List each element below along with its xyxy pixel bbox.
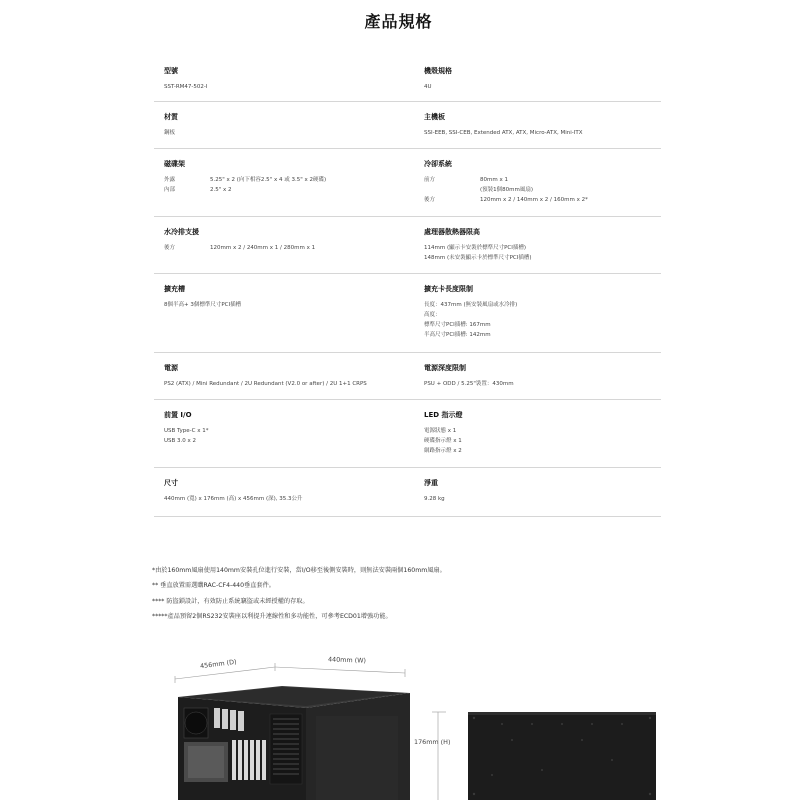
footnote: *由於160mm風扇使用140mm安裝孔位進行安裝，當I/O移至後側安裝時，則無法安裝兩個160mm風扇。 xyxy=(152,567,446,574)
spec-key: 前方 xyxy=(424,177,436,183)
spec-value: 高度： xyxy=(424,312,441,318)
page-title: 產品規格 xyxy=(364,12,433,31)
spec-pair xyxy=(424,195,659,205)
spec-heading: 水冷排支援 xyxy=(164,228,199,236)
spec-heading: 淨重 xyxy=(424,479,438,487)
spec-cell-card-length xyxy=(424,274,659,340)
spec-cell-led xyxy=(424,400,659,456)
spec-key: 後方 xyxy=(164,245,176,251)
spec-key: 內部 xyxy=(164,187,176,193)
spec-cell-case-form xyxy=(424,56,659,92)
spec-heading: 擴充卡長度限制 xyxy=(424,285,473,293)
spec-key: 外露 xyxy=(164,177,176,183)
spec-heading: 尺寸 xyxy=(164,479,178,487)
spec-value: 硬碟指示燈 x 1 xyxy=(424,438,462,444)
spec-table xyxy=(154,56,661,517)
width-dimension-label: 440mm (W) xyxy=(327,655,367,665)
spec-key: 後方 xyxy=(424,197,436,203)
spec-heading: 材質 xyxy=(164,113,178,121)
spec-value: 鋼板 xyxy=(164,130,176,136)
spec-row xyxy=(154,353,661,400)
spec-row xyxy=(154,274,661,353)
spec-value: (預裝1個80mm風扇) xyxy=(480,187,534,193)
spec-value: 8個半高+ 3個標準尺寸PCI插槽 xyxy=(164,302,242,308)
spec-cell-front-io xyxy=(164,400,414,446)
spec-value: 網路指示燈 x 2 xyxy=(424,448,462,454)
spec-heading: 型號 xyxy=(164,67,178,75)
spec-value: 2.5" x 2 xyxy=(210,187,232,193)
spec-value: 120mm x 2 / 240mm x 1 / 280mm x 1 xyxy=(210,245,316,251)
footnote: ** 垂直放置需選購RAC-CF4-440垂直套件。 xyxy=(152,582,275,590)
spec-cell-weight xyxy=(424,468,659,504)
spec-cell-power xyxy=(164,353,414,389)
spec-value: PS2 (ATX) / Mini Redundant / 2U Redundant (V2.0 or after) / 2U 1+1 CRPS xyxy=(164,381,367,387)
spec-value: SSI-EEB, SSI-CEB, Extended ATX, ATX, Micro-ATX, Mini-ITX xyxy=(424,130,583,136)
spec-cell-motherboard xyxy=(424,102,659,138)
spec-row xyxy=(154,400,661,468)
spec-row xyxy=(154,149,661,217)
spec-key xyxy=(424,185,480,195)
spec-heading: 電源深度限制 xyxy=(424,364,466,372)
spec-row xyxy=(154,102,661,149)
spec-cell-dimensions xyxy=(164,468,414,504)
spec-value: SST-RM47-502-I xyxy=(164,84,208,90)
footnotes xyxy=(152,563,652,624)
spec-row xyxy=(154,56,661,102)
spec-value: 120mm x 2 / 140mm x 2 / 160mm x 2* xyxy=(480,197,588,203)
spec-cell-cooling xyxy=(424,149,659,205)
spec-value: 114mm (顯示卡安裝於標準尺寸PCI插槽) xyxy=(424,245,527,251)
spec-pair xyxy=(164,175,414,185)
spec-heading: LED 指示燈 xyxy=(424,411,463,419)
spec-heading: 磁碟架 xyxy=(164,160,185,168)
spec-pair xyxy=(164,243,414,253)
chassis-front-illustration xyxy=(412,700,662,800)
spec-pair xyxy=(164,185,414,195)
spec-heading: 擴充槽 xyxy=(164,285,185,293)
chassis-isometric-image xyxy=(170,650,425,800)
footnote: **** 防盜鎖設計，有效防止系統竊盜或未經授權的存取。 xyxy=(152,597,309,605)
spec-value: 440mm (寬) x 176mm (高) x 456mm (深), 35.3公升 xyxy=(164,496,303,502)
spec-value: 80mm x 1 xyxy=(480,177,508,183)
footnote: *****產品預留2個RS232安裝座以利提升連線性和多功能性，可參考ECD01增強功能。 xyxy=(152,612,392,620)
height-dimension-label: 176mm (H) xyxy=(414,738,451,746)
spec-heading: 處理器散熱器限高 xyxy=(424,228,480,236)
chassis-illustration xyxy=(170,650,425,800)
spec-cell-psu-depth xyxy=(424,353,659,389)
spec-value: 半高尺寸PCI插槽: 142mm xyxy=(424,332,491,338)
spec-value: 148mm (未安裝顯示卡於標準尺寸PCI插槽) xyxy=(424,255,532,261)
spec-cell-radiator xyxy=(164,217,414,253)
spec-heading: 機殼規格 xyxy=(424,67,452,75)
spec-pair xyxy=(424,185,659,195)
spec-value: 4U xyxy=(424,84,432,90)
spec-value: 標準尺寸PCI插槽: 167mm xyxy=(424,322,491,328)
spec-cell-model xyxy=(164,56,414,92)
spec-row xyxy=(154,217,661,274)
spec-value: 9.28 kg xyxy=(424,496,445,502)
spec-pair xyxy=(424,175,659,185)
depth-dimension-label: 456mm (D) xyxy=(199,657,237,671)
spec-value: USB Type-C x 1* xyxy=(164,428,209,434)
chassis-front-image xyxy=(412,700,662,800)
spec-cell-cpu-cooler xyxy=(424,217,659,263)
spec-value: 電源狀態 x 1 xyxy=(424,428,457,434)
spec-cell-material xyxy=(164,102,414,138)
spec-cell-expansion-slots xyxy=(164,274,414,310)
spec-value: USB 3.0 x 2 xyxy=(164,438,197,444)
spec-heading: 電源 xyxy=(164,364,178,372)
spec-value: PSU + ODD / 5.25"裝置：430mm xyxy=(424,381,514,387)
spec-cell-drive-bays xyxy=(164,149,414,195)
spec-heading: 主機板 xyxy=(424,113,445,121)
spec-row xyxy=(154,468,661,517)
spec-heading: 冷卻系統 xyxy=(424,160,452,168)
spec-heading: 前置 I/O xyxy=(164,411,192,419)
spec-value: 5.25" x 2 (向下相容2.5" x 4 或 3.5" x 2硬碟) xyxy=(210,177,327,183)
spec-value: 長度：437mm (無安裝風扇或水冷排) xyxy=(424,302,518,308)
